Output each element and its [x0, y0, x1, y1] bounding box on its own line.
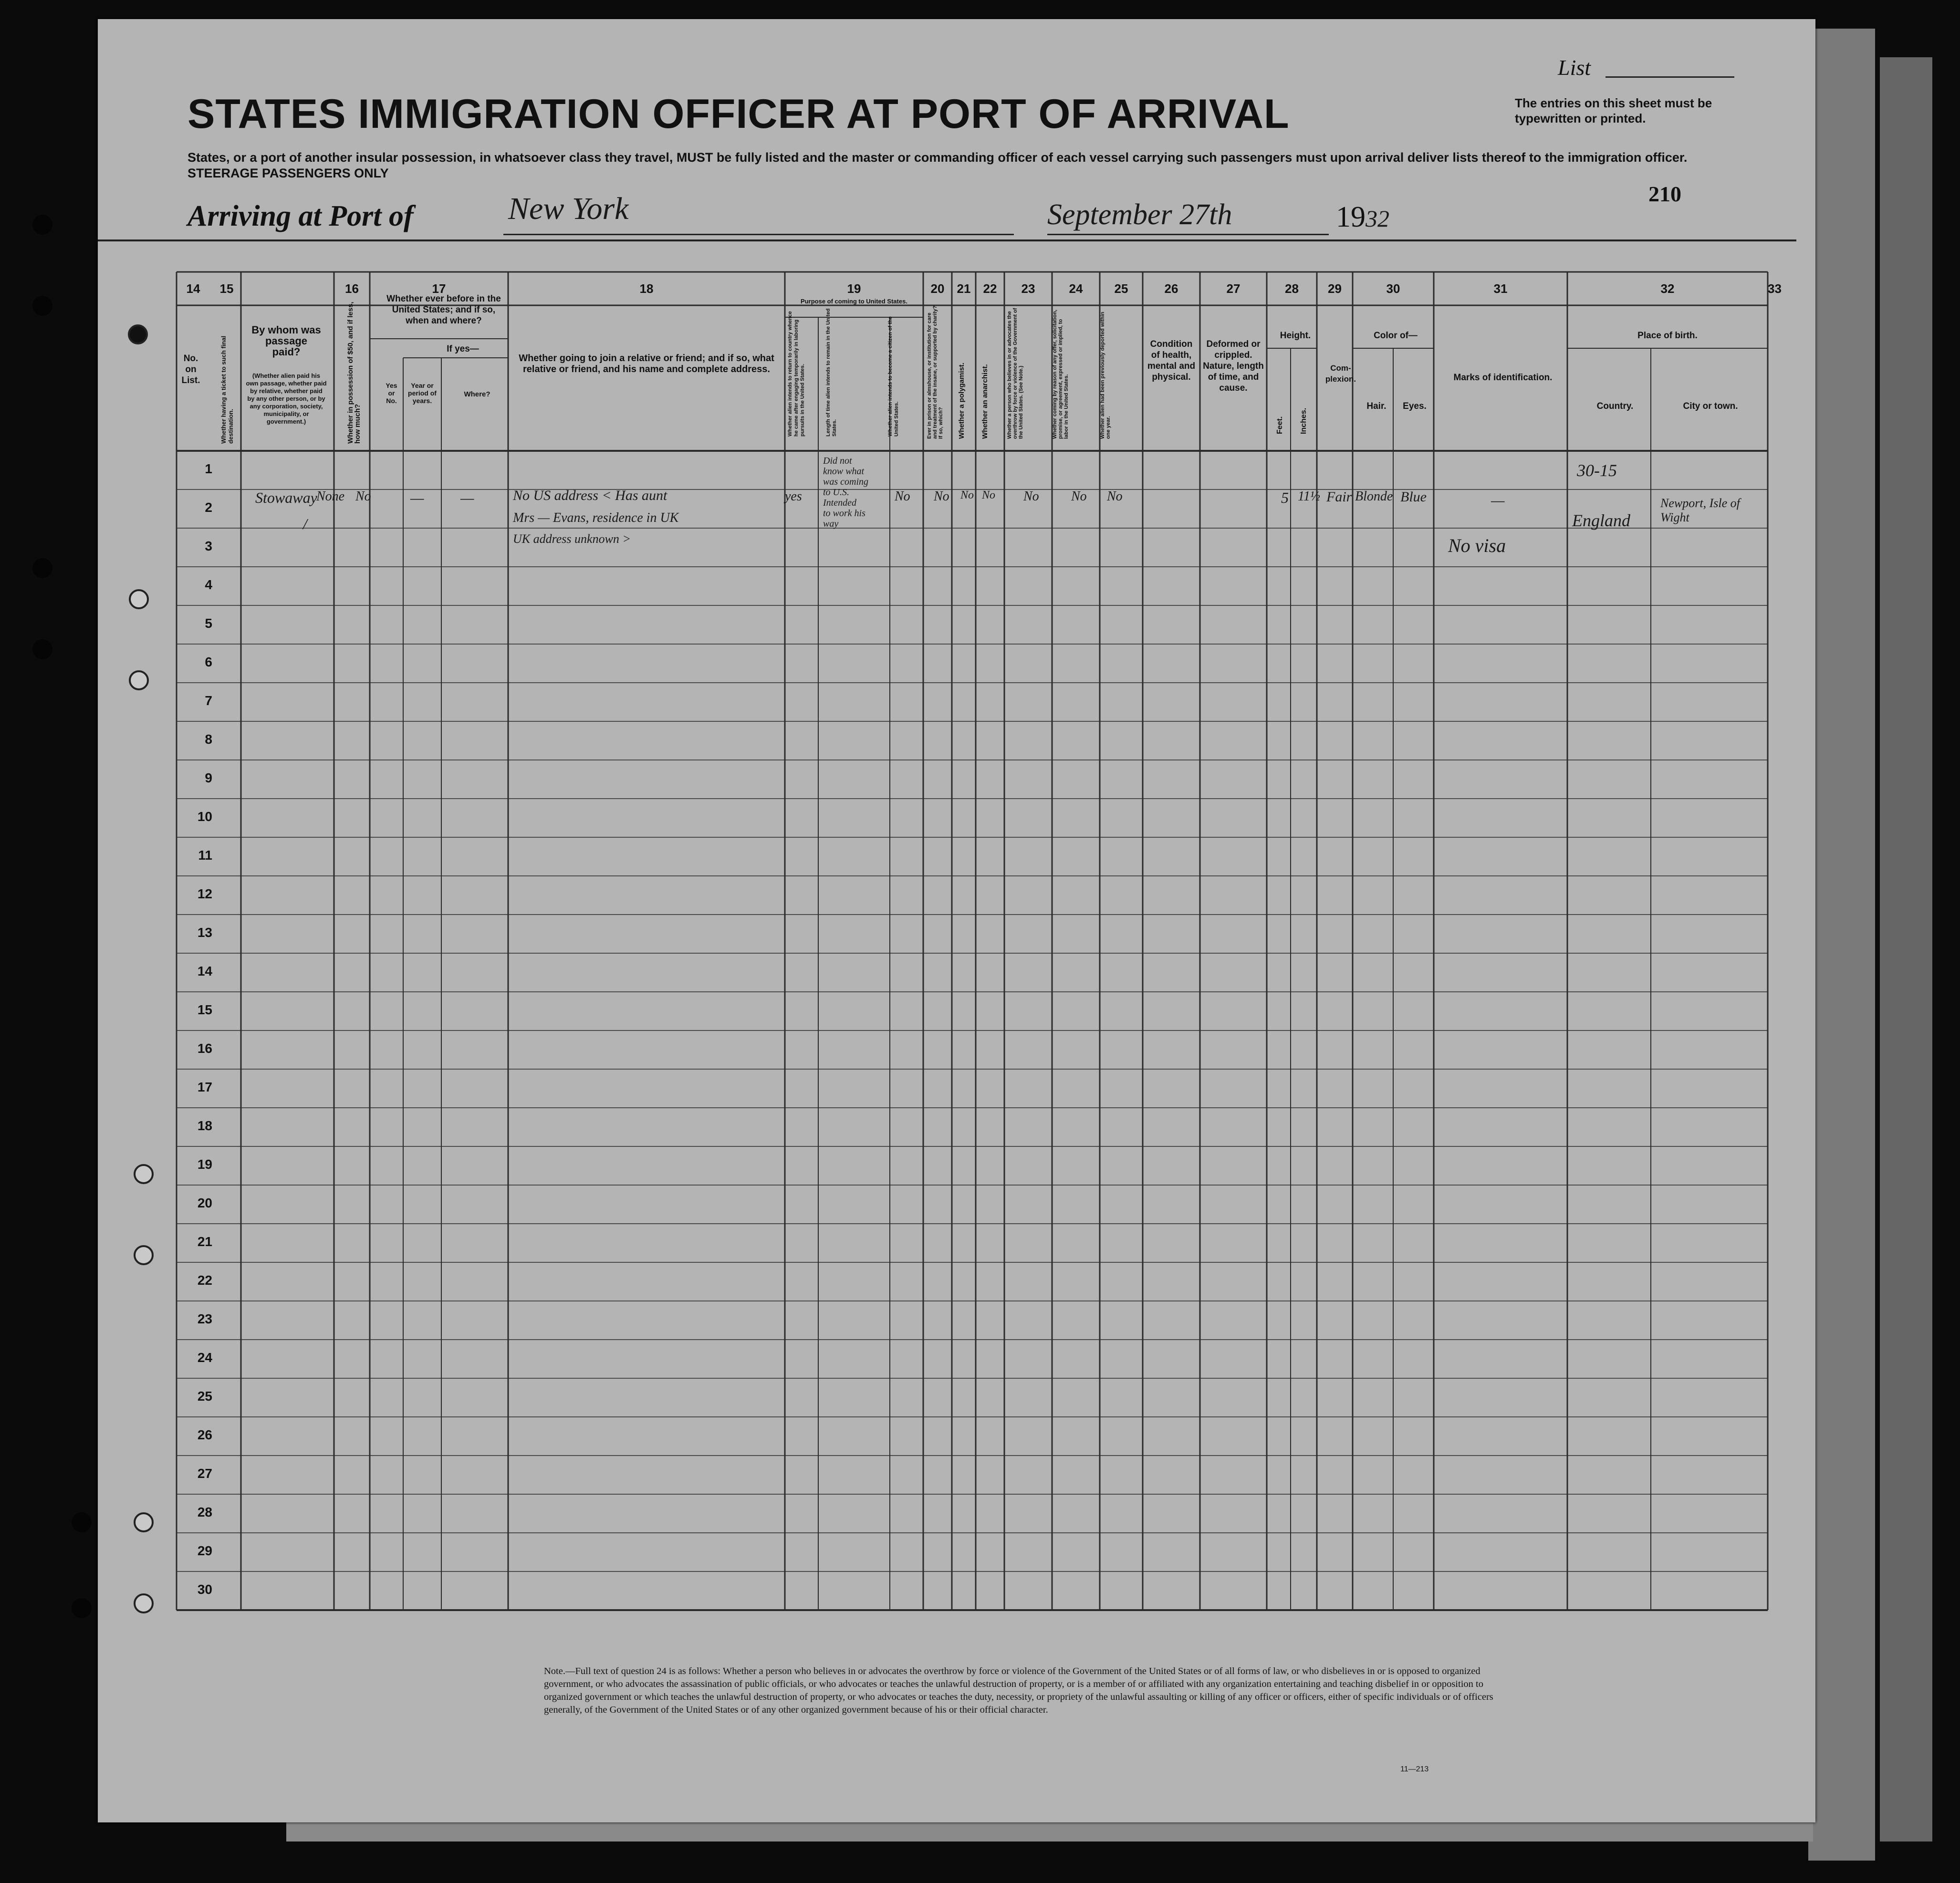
row-number: 10 — [197, 809, 212, 824]
entry-length-stay — [823, 456, 904, 529]
binder-hole — [72, 1598, 92, 1618]
column-number: 15 — [219, 281, 234, 296]
column-number: 32 — [1660, 281, 1675, 296]
manifest-sheet — [98, 19, 1815, 1822]
form-code: 11—213 — [1400, 1765, 1429, 1773]
column-number: 26 — [1164, 281, 1178, 296]
punch-hole — [129, 589, 149, 609]
entry-city: Newport, Isle of Wight — [1660, 496, 1740, 524]
column-number: 22 — [983, 281, 997, 296]
passenger-class-label: STEERAGE PASSENGERS ONLY — [188, 166, 389, 180]
column-number: 33 — [1768, 281, 1782, 296]
row-number: 25 — [197, 1389, 212, 1404]
list-label: List — [1558, 55, 1591, 80]
punch-hole — [134, 1164, 154, 1184]
arriving-label: Arriving at Port of — [188, 200, 414, 232]
header-citizen: Whether alien intends to become a citizen of the United States. — [887, 316, 899, 437]
header-purpose: Purpose of coming to United States. — [801, 298, 907, 305]
arrival-date: September 27th — [1047, 198, 1232, 231]
row-number: 2 — [205, 500, 212, 515]
back-sheet — [1808, 29, 1875, 1861]
length-stay-2: know what — [823, 466, 865, 477]
header-feet: Feet. — [1276, 416, 1284, 434]
binder-hole — [32, 558, 52, 578]
join-text-1: No US address — [513, 488, 598, 503]
row-number: 4 — [205, 577, 212, 592]
column-number: 16 — [345, 281, 359, 296]
row-number: 14 — [197, 964, 212, 978]
row-number: 28 — [197, 1505, 212, 1519]
header-marks: Marks of identification. — [1453, 373, 1553, 383]
row-number: 9 — [205, 770, 212, 785]
row-number: 11 — [198, 848, 212, 863]
row-number: 21 — [197, 1234, 212, 1249]
column-number: 28 — [1285, 281, 1299, 296]
instruction-text: States, or a port of another insular possession, in whatsoever class they travel, MUST be fully listed and the master or commanding officer of each vessel carrying such passengers must upon arrival deliver lists thereof to the immigration officer. — [188, 150, 1688, 165]
header-if-yes: If yes— — [447, 344, 479, 354]
length-stay-3: was coming — [823, 477, 868, 487]
row-number: 16 — [197, 1041, 212, 1056]
header-year: Year or period of years. — [408, 382, 437, 405]
length-stay-1: Did not — [823, 456, 852, 466]
header-prison: Ever in prison or almshouse, or institution for care and treatment of the insane, or supported by charity? If so, which? — [927, 305, 944, 439]
row-number: 26 — [197, 1427, 212, 1442]
join-text-4: UK address unknown — [513, 532, 619, 546]
row-number: 19 — [197, 1157, 212, 1172]
entry-marks: — — [1491, 491, 1505, 509]
entry-feet: 5 — [1281, 489, 1289, 506]
header-ticket: Whether having a ticket to such final destination. — [220, 335, 234, 444]
entry-country: England — [1572, 511, 1630, 530]
entry-complexion: Fair — [1326, 489, 1352, 505]
column-number: 14 — [186, 281, 200, 296]
punch-hole — [128, 324, 148, 344]
column-number: 18 — [639, 281, 654, 296]
row-number: 13 — [197, 925, 212, 940]
entry-before-us: No — [355, 489, 371, 504]
row-number: 3 — [205, 539, 212, 553]
year-suffix: 32 — [1366, 205, 1389, 232]
header-passage-paid: By whom was passage paid? — [251, 324, 321, 358]
length-stay-5: Intended — [823, 498, 856, 508]
binder-hole — [32, 296, 52, 316]
header-offer: Whether coming by reason of any offer, solicitation, promise, or agreement, expressed or implied, to labor in the United States. — [1052, 310, 1069, 439]
entry-money: None — [316, 489, 345, 504]
column-number: 29 — [1328, 281, 1342, 296]
year-prefix: 19 — [1336, 201, 1366, 233]
entry-join-line1: No US address < Has aunt — [513, 488, 667, 503]
entry-inches: 11½ — [1298, 489, 1320, 504]
punch-hole — [134, 1245, 154, 1265]
row-number: 30 — [197, 1582, 212, 1597]
punch-hole — [129, 670, 149, 690]
row-number: 12 — [197, 886, 212, 901]
row-number: 23 — [197, 1311, 212, 1326]
header-no-on-list: No. on List. — [181, 354, 200, 385]
header-place-of-birth: Place of birth. — [1637, 331, 1698, 341]
header-before-us: Whether ever before in the United States; and if so, when and where? — [386, 294, 501, 326]
entry-year: — — [410, 489, 424, 506]
row-number: 8 — [205, 732, 212, 747]
header-complexion: Com- plexion. — [1325, 364, 1356, 384]
entry-purpose-return: yes — [785, 489, 802, 504]
column-number: 23 — [1021, 281, 1035, 296]
row-number: 20 — [197, 1196, 212, 1210]
port-of-arrival: New York — [508, 191, 629, 226]
column-number: 17 — [432, 281, 446, 296]
entry-polygamist: No — [960, 489, 974, 501]
punch-hole — [134, 1512, 154, 1532]
entry-passage-paid: Stowaway — [255, 489, 317, 506]
column-number: 21 — [957, 281, 971, 296]
column-number: 25 — [1114, 281, 1128, 296]
row-number: 18 — [197, 1118, 212, 1133]
entry-country-note: 30-15 — [1577, 461, 1617, 480]
header-passage-paid-sub: (Whether alien paid his own passage, whether paid by relative, whether paid by any other person, or by any corporation, society, municipality, or government.) — [246, 372, 327, 425]
binder-hole — [72, 1512, 92, 1532]
punch-hole — [134, 1593, 154, 1613]
header-purpose-return: Whether alien intends to return to country whence he came after engaging temporarily in laboring pursuits in the United States. — [787, 311, 805, 437]
row-number: 7 — [205, 693, 212, 708]
header-health: Condition of health, mental and physical. — [1147, 339, 1196, 382]
column-number: 20 — [930, 281, 945, 296]
header-inches: Inches. — [1300, 407, 1308, 434]
header-color: Color of— — [1374, 331, 1418, 341]
header-where: Where? — [464, 390, 490, 398]
row-number: 5 — [205, 616, 212, 631]
column-number: 27 — [1226, 281, 1241, 296]
length-stay-6: to work his — [823, 508, 865, 519]
entry-where: — — [460, 489, 474, 506]
header-money: Whether in possession of $50, and if less, how much? — [346, 302, 362, 444]
header-polygamist: Whether a polygamist. — [958, 362, 966, 439]
sheet-number: 210 — [1648, 182, 1681, 206]
header-yes-no: Yes or No. — [386, 382, 397, 405]
entry-offer: No — [1071, 489, 1087, 504]
header-country: Country. — [1596, 401, 1634, 411]
entry-anarchist: No — [982, 489, 996, 501]
row-number: 1 — [205, 461, 212, 476]
row-number: 22 — [197, 1273, 212, 1288]
header-hair: Hair. — [1366, 401, 1387, 411]
entry-passage-mark: / — [303, 515, 307, 532]
length-stay-7: way — [823, 519, 839, 529]
question-24-note: Note.—Full text of question 24 is as follows: Whether a person who believes in or advocates the overthrow by force or violence of the Government of the United States or of all forms of law, or who disbelieves in or is opposed to organized government, or who advocates the assassination of public officials, or who advocates or teaches the unlawful destruction of property, or is a member of or affiliated with any organization entertaining and teaching disbelief in or opposition to organized government or which teaches the unlawful destruction of property, or who advocates or teaches the duty, necessity, or propriety of the unlawful assaulting or killing of any officer or officers, either of specific individuals or of officers generally, of the Government of the United States or of any other organized government because of his or their official character. — [544, 1666, 1493, 1715]
header-length-stay: Length of time alien intends to remain in the United States. — [825, 308, 837, 437]
typewritten-notice: The entries on this sheet must be typewritten or printed. — [1515, 96, 1712, 125]
row-number: 15 — [197, 1002, 212, 1017]
row-number: 6 — [205, 655, 212, 669]
entry-eyes: Blue — [1400, 489, 1427, 505]
entry-hair: Blonde — [1355, 489, 1393, 504]
header-deformed: Deformed or crippled. Nature, length of time, and cause. — [1203, 339, 1264, 393]
row-number: 17 — [197, 1080, 212, 1094]
length-stay-4: to U.S. — [823, 487, 849, 498]
entry-citizen: No — [895, 489, 910, 504]
entry-prison: No — [934, 489, 949, 504]
header-city: City or town. — [1683, 401, 1738, 411]
binder-hole — [32, 639, 52, 659]
row-number: 24 — [197, 1350, 212, 1365]
entry-marks-note: No visa — [1448, 535, 1506, 556]
column-number: 31 — [1493, 281, 1508, 296]
column-number: 19 — [847, 281, 861, 296]
entry-deported: No — [1107, 489, 1123, 504]
entry-join-line3: UK address unknown > — [513, 532, 631, 546]
entry-join-line2: Mrs — Evans, residence in UK — [513, 510, 679, 525]
row-number: 27 — [197, 1466, 212, 1481]
header-overthrow: Whether a person who believes in or advocates the overthrow by force or violence of the Government of the United States. (See Note.) — [1007, 308, 1024, 439]
header-anarchist: Whether an anarchist. — [981, 364, 989, 439]
header-join-relative: Whether going to join a relative or friend; and if so, what relative or friend, and his name and complete address. — [519, 353, 774, 375]
header-deported: Whether alien had been previously deported within one year. — [1100, 312, 1111, 439]
back-sheet — [1880, 57, 1932, 1841]
header-height: Height. — [1280, 331, 1311, 341]
entry-overthrow: No — [1023, 489, 1039, 504]
column-number: 30 — [1386, 281, 1400, 296]
page-title: STATES IMMIGRATION OFFICER AT PORT OF ARRIVAL — [188, 91, 1290, 137]
column-number: 24 — [1069, 281, 1083, 296]
row-number: 29 — [197, 1543, 212, 1558]
join-text-2: Has aunt — [615, 488, 667, 503]
binder-hole — [32, 215, 52, 235]
header-eyes: Eyes. — [1403, 401, 1427, 411]
